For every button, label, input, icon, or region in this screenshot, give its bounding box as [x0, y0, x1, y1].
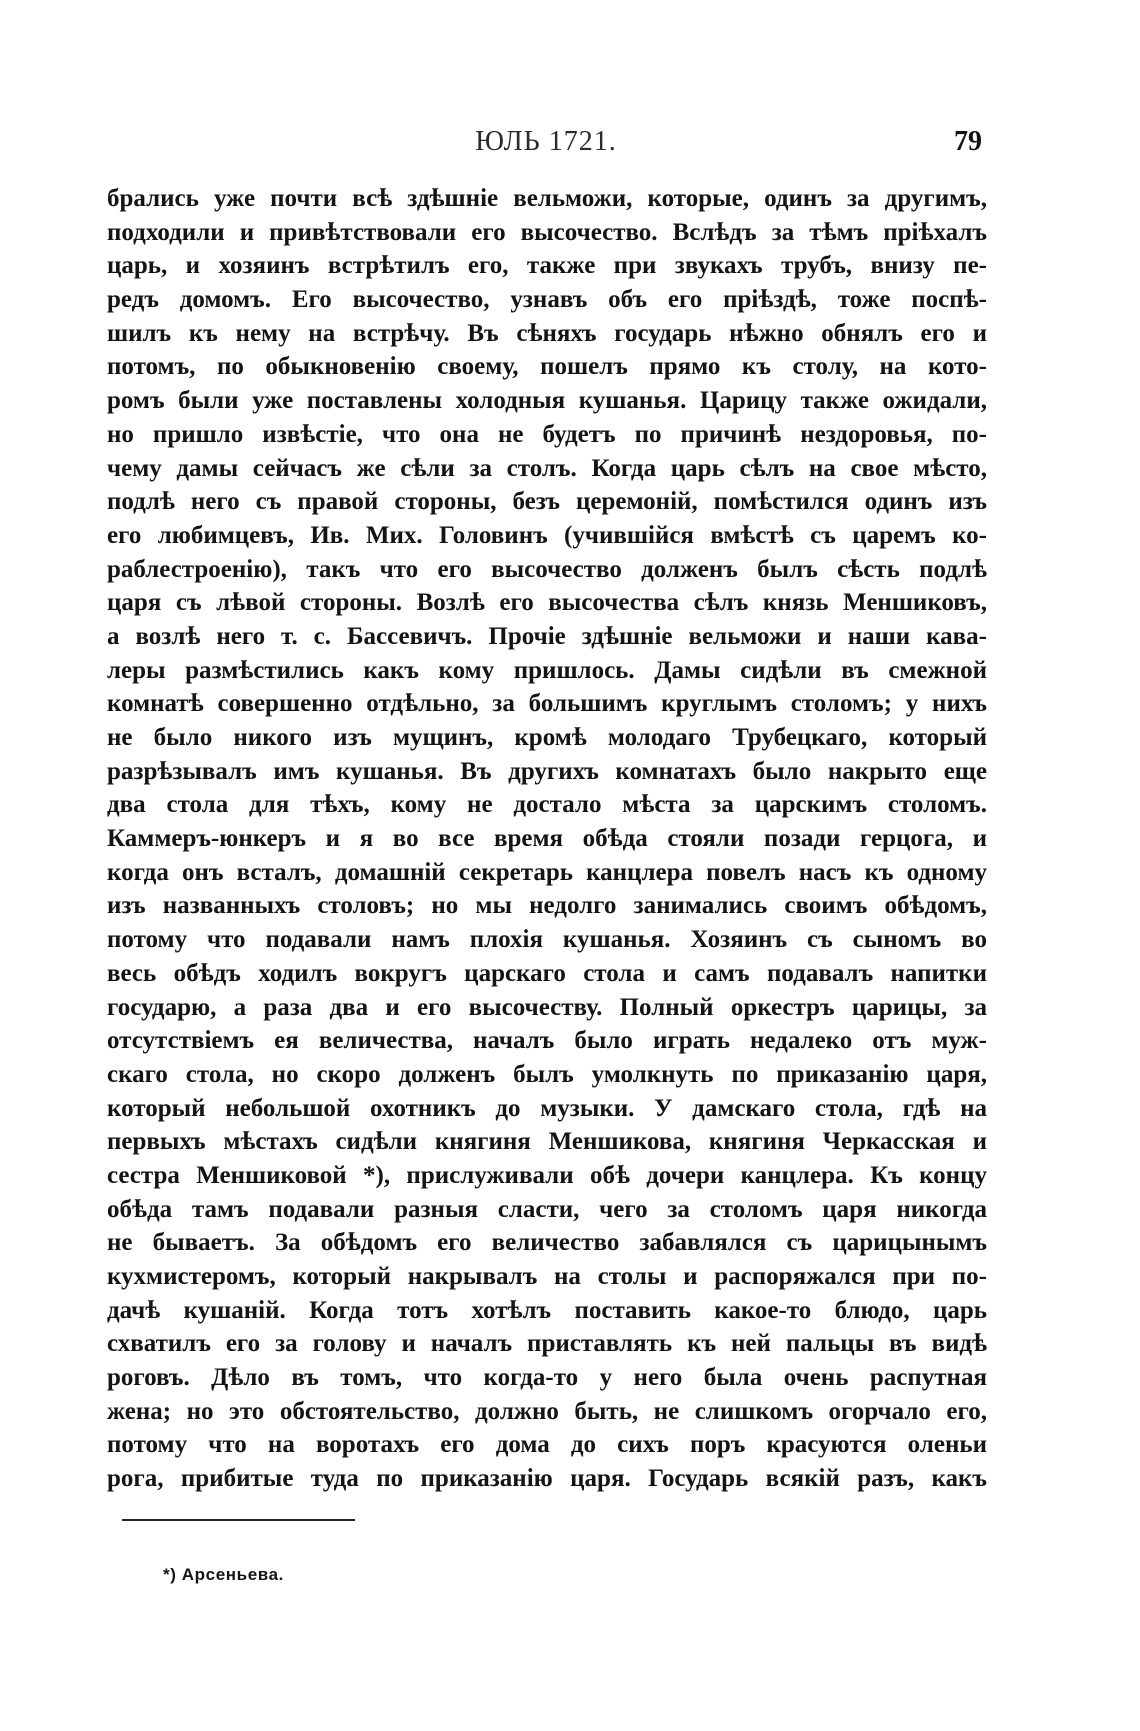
text-line: царь, и хозяинъ встрѣтилъ его, также при звукахъ трубъ, внизу пе-	[107, 252, 987, 280]
text-line: Каммеръ-юнкеръ и я во все время обѣда стояли позади герцога, и	[107, 825, 987, 853]
text-line: потому что на воротахъ его дома до сихъ поръ красуются оленьи	[107, 1431, 987, 1459]
text-line: леры размѣстились какъ кому пришлось. Дамы сидѣли въ смежной	[107, 656, 987, 684]
text-line: государю, а раза два и его высочеству. Полный оркестръ царицы, за	[107, 993, 987, 1021]
text-line: отсутствіемъ ея величества, началъ было играть недалеко отъ муж-	[107, 1027, 987, 1055]
text-line: ромъ были уже поставлены холодныя кушанья. Царицу также ожидали,	[107, 387, 987, 415]
text-line: его любимцевъ, Ив. Мих. Головинъ (учившійся вмѣстѣ съ царемъ ко-	[107, 521, 987, 549]
text-line: который небольшой охотникъ до музыки. У дамскаго стола, гдѣ на	[107, 1094, 987, 1122]
page-header	[110, 126, 982, 166]
page-number: 79	[954, 126, 982, 157]
text-line: редъ домомъ. Его высочество, узнавъ объ его пріѣздѣ, тоже поспѣ-	[107, 286, 987, 314]
text-line: царя съ лѣвой стороны. Возлѣ его высочества сѣлъ князь Меншиковъ,	[107, 589, 987, 617]
text-line: кухмистеромъ, который накрывалъ на столы и распоряжался при по-	[107, 1263, 987, 1290]
text-line: изъ названныхъ столовъ; но мы недолго занимались своимъ обѣдомъ,	[107, 892, 987, 920]
text-line: весь обѣдъ ходилъ вокругъ царскаго стола и самъ подавалъ напитки	[107, 959, 987, 987]
body-text	[107, 182, 987, 1496]
text-line: не бываетъ. За обѣдомъ его величество забавлялся съ царицынымъ	[107, 1229, 987, 1257]
text-line: а возлѣ него т. с. Бассевичъ. Прочіе здѣшніе вельможи и наши кава-	[107, 622, 987, 650]
text-line: схватилъ его за голову и началъ приставлять къ ней пальцы въ видѣ	[107, 1330, 987, 1358]
text-line: потомъ, по обыкновенію своему, пошелъ прямо къ столу, на кото-	[107, 353, 987, 381]
text-line: но пришло извѣстіе, что она не будетъ по причинѣ нездоровья, по-	[107, 420, 987, 448]
text-line: брались уже почти всѣ здѣшніе вельможи, которые, одинъ за другимъ,	[107, 185, 987, 212]
text-line: роговъ. Дѣло въ томъ, что когда-то у него была очень распутная	[107, 1364, 987, 1392]
text-line: не было никого изъ мущинъ, кромѣ молодаго Трубецкаго, который	[107, 724, 987, 751]
footnote-divider	[122, 1519, 355, 1521]
text-line: скаго стола, но скоро долженъ былъ умолкнуть по приказанію царя,	[107, 1060, 987, 1088]
text-line: сестра Меншиковой *), прислуживали обѣ дочери канцлера. Къ концу	[107, 1161, 987, 1189]
text-line: шилъ къ нему на встрѣчу. Въ сѣняхъ государь нѣжно обнялъ его и	[107, 319, 987, 347]
running-head: ЮЛЬ 1721.	[475, 126, 617, 157]
text-line: разрѣзывалъ имъ кушанья. Въ другихъ комнатахъ было накрыто еще	[107, 757, 987, 785]
text-line: комнатѣ совершенно отдѣльно, за большимъ круглымъ столомъ; у нихъ	[107, 690, 987, 718]
text-line: потому что подавали намъ плохія кушанья. Хозяинъ съ сыномъ во	[107, 926, 987, 954]
footnote: *) Арсеньева.	[163, 1565, 284, 1584]
text-line: когда онъ всталъ, домашній секретарь канцлера повелъ насъ къ одному	[107, 858, 987, 886]
text-line: чему дамы сейчасъ же сѣли за столъ. Когда царь сѣлъ на свое мѣсто,	[107, 454, 987, 482]
text-line: подлѣ него съ правой стороны, безъ церемоній, помѣстился одинъ изъ	[107, 488, 987, 516]
text-line: раблестроенію), такъ что его высочество долженъ былъ сѣсть подлѣ	[107, 555, 987, 583]
text-line: рога, прибитые туда по приказанію царя. Государь всякій разъ, какъ	[107, 1465, 987, 1493]
text-line: первыхъ мѣстахъ сидѣли княгиня Меншикова, княгиня Черкасская и	[107, 1128, 987, 1156]
text-line: жена; но это обстоятельство, должно быть, не слишкомъ огорчало его,	[107, 1397, 987, 1425]
text-line: два стола для тѣхъ, кому не достало мѣста за царскимъ столомъ.	[107, 791, 987, 819]
text-line: дачѣ кушаній. Когда тотъ хотѣлъ поставить какое-то блюдо, царь	[107, 1296, 987, 1324]
text-line: подходили и привѣтствовали его высочество. Вслѣдъ за тѣмъ пріѣхалъ	[107, 218, 987, 246]
text-line: обѣда тамъ подавали разныя сласти, чего за столомъ царя никогда	[107, 1195, 987, 1223]
